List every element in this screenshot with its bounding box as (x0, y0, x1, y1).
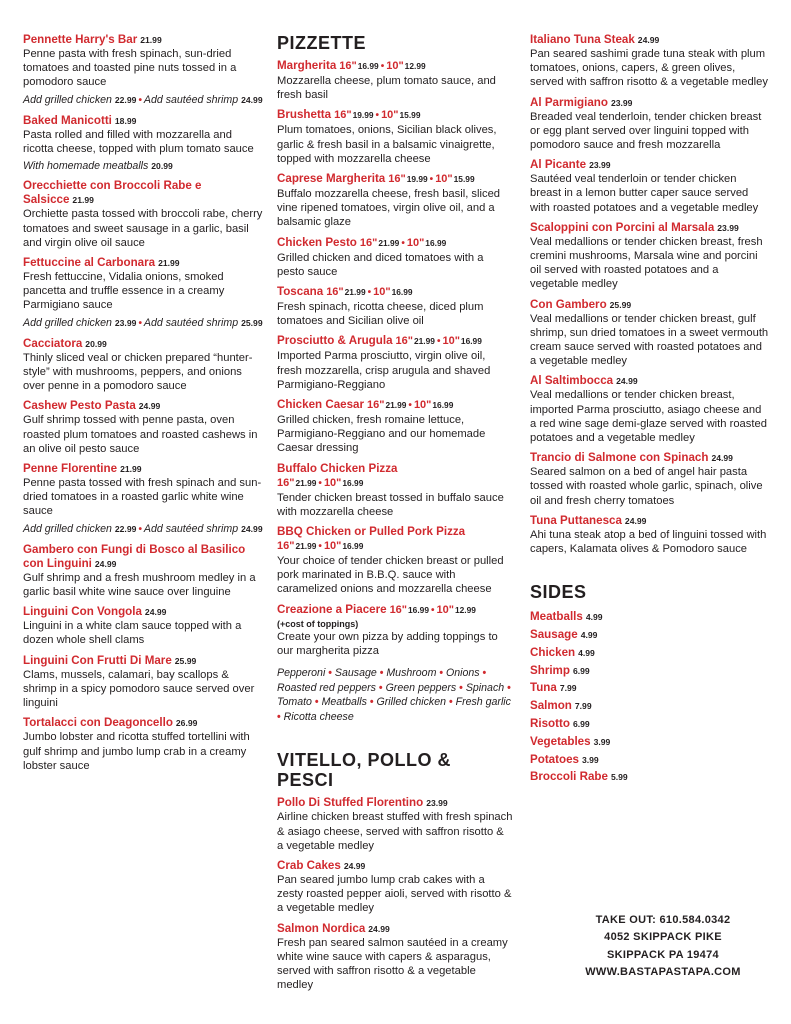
item-description: Thinly sliced veal or chicken prepared “hunter-style” with mushrooms, peppers, and onions over penne in a pomodoro sauce (23, 351, 253, 393)
side-name: Broccoli Rabe (530, 770, 608, 784)
item-description: Sautéed veal tenderloin or tender chicken breast in a lemon butter caper sauce served with roasted potatoes and a vegetable medley (530, 173, 759, 214)
side-item (530, 644, 770, 662)
item-name: Linguini Con Vongola (23, 605, 142, 619)
side-item (530, 626, 770, 644)
topping: Onions (446, 667, 480, 680)
item-price: 21.99 (158, 258, 180, 269)
item-description: Penne pasta tossed with fresh spinach and sun-dried tomatoes in a roasted garlic white wine sauce (23, 477, 262, 518)
addon-options (23, 522, 263, 537)
addon-options (23, 316, 263, 331)
side-name: Meatballs (530, 610, 583, 624)
item-price: 23.99 (426, 798, 448, 809)
size-large: 16" (388, 173, 406, 186)
menu-item (530, 451, 770, 508)
item-description: Buffalo mozzarella cheese, fresh basil, sliced vine ripened tomatoes, virgin olive oil, and a balsamic glaze (277, 188, 501, 229)
address-street: 4052 SKIPPACK PIKE (604, 931, 722, 944)
pizzette-column (277, 33, 513, 998)
item-description: Ahi tuna steak atop a bed of linguini tossed with capers, Kalamata olives & Pomodoro sauce (530, 528, 767, 556)
separator-dot: • (367, 287, 372, 299)
size-large: 16" (277, 540, 295, 553)
item-description: Airline chicken breast stuffed with fresh spinach & asiago cheese, served with saffron risotto & a vegetable medley (277, 811, 513, 852)
addon-price: 22.99 (114, 523, 137, 534)
size-prices (364, 398, 453, 411)
item-price: 24.99 (616, 376, 638, 387)
menu-item (277, 285, 513, 328)
side-item (530, 608, 770, 626)
item-price: 23.99 (589, 160, 611, 171)
item-name: Brushetta (277, 108, 332, 122)
separator-dot: • (366, 696, 377, 709)
item-name: Con Gambero (530, 297, 607, 311)
item-description: Grilled chicken and diced tomatoes with a pesto sauce (277, 251, 484, 278)
side-item (530, 697, 770, 715)
item-price: 23.99 (610, 97, 633, 108)
item-price: 21.99 (378, 237, 400, 248)
addon-price: 20.99 (151, 161, 173, 172)
item-price: 21.99 (120, 464, 142, 475)
side-item (530, 733, 770, 751)
item-name: Baked Manicotti (23, 113, 112, 127)
separator-dot: • (375, 681, 386, 694)
side-price: 4.99 (578, 647, 595, 658)
size-small: 10" (435, 173, 453, 186)
item-name: Scaloppini con Porcini al Marsala (530, 220, 715, 234)
menu-item (530, 221, 770, 292)
side-item (530, 679, 770, 697)
separator-dot: • (277, 710, 284, 723)
item-price: 16.99 (342, 477, 364, 488)
item-name: Caprese Margherita (277, 172, 386, 186)
separator-dot: • (479, 667, 487, 680)
item-name: Italiano Tuna Steak (530, 33, 635, 46)
separator-dot: • (380, 61, 385, 72)
topping: Ricotta cheese (283, 710, 354, 723)
separator-dot: • (446, 696, 456, 709)
item-price: 16.99 (460, 336, 482, 347)
addon-options (23, 159, 263, 173)
size-large: 16" (395, 335, 413, 348)
separator-dot: • (318, 477, 322, 489)
item-price: 21.99 (344, 287, 366, 298)
item-price: 12.99 (454, 604, 476, 615)
item-description: Seared salmon on a bed of angel hair pasta tossed with roasted whole garlic, spinach, olive oil and fresh cherry tomatoes (530, 466, 763, 507)
size-large: 16" (334, 109, 352, 122)
pizza-list (277, 59, 513, 597)
separator-dot: • (504, 681, 511, 694)
side-name: Sausage (530, 628, 578, 642)
item-description: Imported Parma prosciutto, virgin olive oil, fresh mozzarella, crisp arugula and shaved Parmigiano-Reggiano (277, 350, 491, 391)
menu-item (277, 108, 513, 166)
item-name: Trancio di Salmone con Spinach (530, 451, 709, 465)
item-description: Gulf shrimp and a fresh mushroom medley in a garlic basil white wine sauce over linguine (23, 571, 256, 599)
menu-item (23, 399, 263, 456)
side-price: 4.99 (585, 612, 603, 623)
size-small: 10" (386, 60, 404, 72)
toppings-cost-note: (+cost of toppings) (277, 618, 359, 629)
side-name: Chicken (530, 645, 576, 659)
size-prices (336, 59, 425, 72)
contact-block (563, 912, 763, 982)
item-description: Plum tomatoes, onions, Sicilian black olives, garlic & fresh basil in a balsamic vinaigrette, topped with mozzarella cheese (277, 124, 497, 165)
menu-item (23, 256, 263, 331)
item-description: Clams, mussels, calamari, bay scallops & shrimp in a spicy pomodoro sauce served over linguini (23, 668, 255, 710)
item-price: 24.99 (144, 607, 167, 618)
item-name: Creazione a Piacere (277, 602, 387, 616)
separator-dot: • (318, 541, 322, 553)
size-large: 16" (367, 399, 385, 412)
size-small: 10" (381, 109, 399, 122)
separator-dot: • (429, 174, 434, 186)
menu-item (530, 158, 770, 215)
topping: Meatballs (321, 696, 367, 709)
item-name: Gambero con Fungi di Bosco al Basilico con Linguini (23, 542, 246, 570)
topping: Grilled chicken (376, 696, 446, 709)
item-price: 16.99 (425, 237, 447, 248)
size-small: 10" (436, 603, 454, 616)
side-name: Potatoes (530, 752, 579, 766)
topping: Pepperoni (277, 667, 326, 680)
item-price: 25.99 (609, 299, 632, 310)
menu-item (23, 114, 263, 174)
item-name: Margherita (277, 59, 337, 72)
side-name: Tuna (530, 681, 557, 695)
menu-item (23, 179, 263, 250)
item-description: Veal medallions or tender chicken breast, imported Parma prosciutto, asiago cheese and a red wine sage demi-glaze served with roasted potatoes and a vegetable medley (530, 389, 767, 445)
item-price: 24.99 (637, 35, 660, 45)
menu-item (23, 337, 263, 394)
item-price: 25.99 (174, 655, 197, 666)
item-price: 21.99 (295, 477, 317, 488)
item-description: Tender chicken breast tossed in buffalo sauce with mozzarella cheese (277, 491, 504, 518)
addon-price: 23.99 (114, 317, 137, 328)
menu-item (23, 543, 263, 599)
menu-item (23, 654, 263, 711)
topping: Mushroom (386, 667, 437, 680)
item-description: Linguini in a white clam sauce topped with a dozen whole shell clams (23, 620, 242, 647)
addon-label: Add grilled chicken (23, 522, 112, 535)
menu-item (277, 334, 513, 392)
size-small: 10" (323, 540, 342, 553)
separator-dot: • (436, 667, 447, 680)
item-price: 24.99 (343, 861, 366, 872)
menu-item (277, 922, 513, 993)
menu-item (23, 33, 263, 108)
item-name: Al Parmigiano (530, 95, 608, 109)
menu-item (277, 859, 513, 916)
toppings-list (277, 666, 513, 724)
menu-item (277, 525, 513, 597)
item-name: Al Saltimbocca (530, 374, 614, 388)
separator-dot: • (376, 667, 387, 680)
side-item (530, 768, 770, 786)
side-item (530, 715, 770, 733)
pizzette-heading: PIZZETTE (277, 33, 366, 53)
sides-heading: SIDES (530, 582, 587, 603)
side-price: 7.99 (559, 683, 577, 694)
item-description: Veal medallions or tender chicken breast, fresh cremini mushrooms, Marsala wine and porcini oil served with roasted potatoes and a vegetable medley (530, 235, 763, 291)
side-price: 3.99 (593, 736, 611, 747)
size-small: 10" (373, 286, 391, 299)
side-name: Risotto (530, 717, 570, 731)
side-price: 6.99 (572, 665, 590, 676)
addon-label: Add sautéed shrimp (143, 93, 239, 106)
menu-item (530, 33, 770, 90)
size-small: 10" (413, 399, 432, 412)
item-description: Your choice of tender chicken breast or pulled pork marinated in B.B.Q. sauce with caramelized onions and mozzarella cheese (277, 555, 504, 596)
side-item (530, 662, 770, 680)
vitello-heading: VITELLO, POLLO & PESCI (277, 750, 451, 791)
separator-dot: • (456, 681, 466, 694)
addon-price: 24.99 (241, 523, 263, 534)
item-price: 15.99 (399, 110, 421, 121)
sides-list (530, 608, 770, 786)
item-description: Pan seared sashimi grade tuna steak with plum tomatoes, onions, capers, & green olives, served with saffron risotto & a vegetable medley (530, 48, 768, 89)
item-name: Cacciatora (23, 336, 83, 350)
menu-item (23, 716, 263, 773)
menu-item (23, 462, 263, 537)
size-large: 16" (359, 236, 378, 249)
item-name: Buffalo Chicken Pizza (277, 461, 398, 475)
separator-dot: • (436, 336, 441, 348)
item-price: 16.99 (408, 604, 429, 615)
addon-label: Add sautéed shrimp (143, 316, 239, 329)
item-name: Penne Florentine (23, 462, 118, 476)
menu-item (23, 605, 263, 647)
size-prices (277, 476, 513, 491)
item-description: Fresh spinach, ricotta cheese, diced plum tomatoes and Sicilian olive oil (277, 301, 484, 328)
item-description: Pan seared jumbo lump crab cakes with a zesty roasted pepper aioli, served with risotto & a vegetable medley (277, 874, 512, 915)
item-description: Veal medallions or tender chicken breast, gulf shrimp, sun dried tomatoes in a sweet vermouth cream sauce served with roasted potatoes and a vegetable medley (530, 312, 769, 368)
size-prices (357, 236, 446, 249)
item-price: 23.99 (717, 222, 739, 233)
item-description: Fresh pan seared salmon sautéed in a creamy white wine sauce with capers & asparagus, served with saffron risotto & a vegetable medley (277, 936, 508, 992)
topping: Fresh garlic (455, 696, 511, 709)
separator-dot: • (430, 604, 435, 616)
vitello-list (277, 796, 513, 992)
item-price: 12.99 (404, 61, 426, 71)
item-price: 16.99 (391, 287, 413, 298)
side-price: 5.99 (610, 772, 628, 783)
side-name: Shrimp (530, 663, 570, 677)
item-name: Chicken Caesar (277, 398, 364, 412)
entree-column (530, 33, 770, 786)
item-price: 24.99 (368, 923, 390, 934)
item-price: 19.99 (352, 110, 374, 121)
addon-label: Add sautéed shrimp (143, 522, 239, 535)
size-prices (323, 285, 412, 298)
side-name: Vegetables (530, 734, 591, 748)
item-name: Fettuccine al Carbonara (23, 256, 156, 270)
menu-item (530, 298, 770, 369)
item-name: Tortalacci con Deagoncello (23, 716, 173, 730)
addon-label: Add grilled chicken (23, 316, 112, 329)
item-description: Jumbo lobster and ricotta stuffed tortellini with gulf shrimp and jumbo lump crab in a creamy lobster sauce (23, 731, 250, 772)
takeout-phone: TAKE OUT: 610.584.0342 (595, 914, 731, 926)
item-name: Linguini Con Frutti Di Mare (23, 653, 172, 667)
item-name: BBQ Chicken or Pulled Pork Pizza (277, 525, 466, 539)
menu-item (277, 59, 513, 102)
size-small: 10" (323, 476, 342, 489)
item-price: 21.99 (72, 195, 94, 206)
item-price: 16.99 (342, 541, 364, 552)
menu-item (530, 96, 770, 153)
item-price: 21.99 (140, 35, 162, 45)
separator-dot: • (138, 94, 142, 106)
item-price: 24.99 (94, 558, 117, 569)
separator-dot: • (311, 696, 322, 709)
addon-price: 24.99 (241, 94, 263, 105)
item-price: 19.99 (406, 174, 428, 185)
website-link[interactable]: WWW.BASTAPASTAPA.COM (585, 966, 741, 979)
separator-dot: • (138, 523, 142, 535)
item-description: Create your own pizza by adding toppings to our margherita pizza (277, 630, 498, 657)
topping: Roasted red peppers (277, 681, 376, 694)
item-name: Crab Cakes (277, 859, 341, 873)
item-description: Grilled chicken, fresh romaine lettuce, Parmigiano-Reggiano and our homemade Caesar dressing (277, 414, 486, 455)
topping: Spinach (465, 681, 505, 694)
side-item (530, 751, 770, 769)
side-price: 6.99 (572, 719, 590, 730)
addon-label: Add grilled chicken (23, 93, 112, 106)
menu-item (530, 374, 770, 445)
size-large: 16" (326, 286, 344, 299)
item-description: Penne pasta with fresh spinach, sun-dried tomatoes and toasted pine nuts tossed in a pomodoro sauce (23, 48, 237, 89)
menu-item (530, 514, 770, 556)
item-name: Al Picante (530, 158, 587, 172)
menu-item (277, 796, 513, 853)
item-name: Prosciutto & Arugula (277, 334, 393, 348)
item-price: 21.99 (413, 336, 435, 347)
item-name: Chicken Pesto (277, 235, 357, 249)
size-prices (393, 334, 482, 347)
item-name: Tuna Puttanesca (530, 513, 622, 527)
size-prices (385, 172, 474, 185)
item-price: 24.99 (624, 515, 647, 526)
size-large: 16" (389, 603, 408, 616)
pasta-column (23, 33, 263, 779)
addon-options (23, 93, 263, 108)
menu-item (277, 603, 513, 658)
size-small: 10" (442, 335, 460, 348)
item-price: 21.99 (295, 541, 317, 552)
side-price: 4.99 (580, 630, 598, 641)
topping: Sausage (334, 667, 377, 680)
side-price: 7.99 (574, 701, 592, 712)
topping: Green peppers (385, 681, 457, 694)
item-price: 20.99 (85, 338, 107, 349)
item-price: 18.99 (114, 115, 137, 126)
menu-item (277, 172, 513, 230)
separator-dot: • (138, 317, 142, 329)
menu-item (277, 398, 513, 456)
item-price: 24.99 (138, 401, 161, 412)
address-city: SKIPPACK PA 19474 (607, 948, 719, 961)
item-name: Toscana (277, 285, 324, 299)
separator-dot: • (375, 110, 380, 122)
item-description: Breaded veal tenderloin, tender chicken breast or egg plant served over linguini topped with pomodoro sauce and fresh mozzarella (530, 110, 762, 152)
separator-dot: • (325, 667, 335, 680)
addon-price: 22.99 (114, 94, 137, 105)
item-name: Cashew Pesto Pasta (23, 399, 136, 413)
addon-price: 25.99 (241, 317, 263, 328)
item-price: 16.99 (357, 61, 379, 71)
item-price: 21.99 (385, 400, 407, 411)
menu-item (277, 462, 513, 519)
item-name: Orecchiette con Broccoli Rabe e Salsicce (23, 179, 202, 207)
item-name: Pollo Di Stuffed Florentino (277, 796, 424, 810)
size-small: 10" (406, 236, 425, 249)
topping: Tomato (277, 696, 312, 709)
item-description: Orchiette pasta tossed with broccoli rabe, cherry tomatoes and sweet sausage in a garlic, basil and virgin olive oil sauce (23, 208, 263, 249)
size-prices (277, 539, 513, 554)
item-description: Fresh fettuccine, Vidalia onions, smoked pancetta and truffle essence in a creamy Parmigiano sauce (23, 271, 225, 312)
side-name: Salmon (530, 699, 572, 713)
size-large: 16" (339, 60, 357, 72)
separator-dot: • (401, 237, 405, 249)
item-name: Pennette Harry's Bar (23, 33, 138, 46)
item-name: Salmon Nordica (277, 921, 366, 935)
item-description: Pasta rolled and filled with mozzarella and ricotta cheese, topped with plum tomato sauce (23, 128, 254, 156)
size-large: 16" (277, 476, 295, 489)
menu-item (277, 236, 513, 279)
item-price: 16.99 (432, 400, 454, 411)
item-description: Gulf shrimp tossed with penne pasta, oven roasted plum tomatoes and roasted cashews in an olive oil pesto sauce (23, 414, 258, 455)
size-prices (331, 108, 420, 121)
item-description: Mozzarella cheese, plum tomato sauce, and fresh basil (277, 75, 496, 102)
item-price: 24.99 (711, 453, 733, 464)
separator-dot: • (408, 400, 412, 412)
item-price: 15.99 (453, 174, 475, 185)
addon-label: With homemade meatballs (23, 160, 149, 173)
item-price: 26.99 (175, 718, 198, 729)
side-price: 3.99 (581, 754, 599, 765)
